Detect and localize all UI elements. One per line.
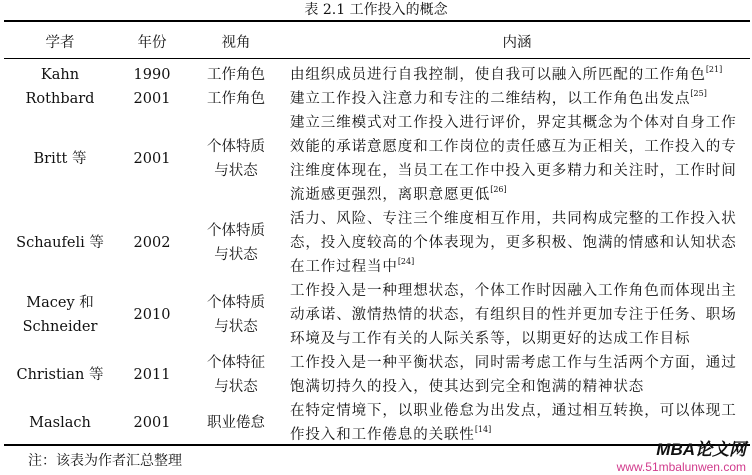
view-cell (188, 87, 284, 111)
concept-table (4, 22, 750, 447)
view-cell-line: 个体特质 (207, 295, 265, 311)
author-cell-line: Schneider (22, 319, 98, 335)
header-meaning: 内涵 (502, 34, 532, 51)
meaning-cell-line: 态，投入度较高的个体表现为，更多积极、饱满的情感和认知状态 (290, 235, 737, 251)
header-view: 视角 (221, 34, 251, 51)
view-cell-line: 工作角色 (207, 91, 265, 107)
table-note: 注：该表为作者汇总整理 (28, 453, 182, 469)
watermark-url: www.51mbalunwen.com (616, 460, 746, 474)
view-cell-line: 与状态 (214, 379, 258, 395)
year-cell: 2002 (133, 235, 171, 251)
view-cell (188, 111, 284, 207)
table-title: 表 2.1 工作投入的概念 (304, 2, 448, 18)
view-cell (188, 279, 284, 351)
citation-ref: [21] (705, 65, 723, 74)
table-row (4, 351, 750, 399)
meaning-cell-line: 注维度体现在，当员工在工作中投入更多精力和关注时，工作时间 (290, 163, 737, 179)
meaning-cell-line: 在工作过程当中[24] (290, 257, 415, 275)
view-cell (188, 207, 284, 279)
view-cell-line: 个体特质 (207, 223, 265, 239)
author-cell (4, 399, 116, 447)
header-row (4, 22, 750, 60)
view-cell (188, 399, 284, 447)
view-cell-line: 与状态 (214, 247, 258, 263)
year-cell: 1990 (133, 67, 171, 83)
meaning-cell-line: 环境及与工作有关的人际关系等，以期更好的达成工作目标 (290, 331, 691, 347)
table-row (4, 63, 750, 87)
view-cell-line: 职业倦怠 (207, 415, 265, 431)
meaning-cell-line: 由组织成员进行自我控制，使自我可以融入所匹配的工作角色[21] (290, 65, 723, 83)
author-cell-line: Britt 等 (33, 151, 87, 167)
meaning-cell (284, 63, 750, 87)
citation-ref: [24] (397, 257, 415, 266)
author-cell-line: Kahn (40, 67, 80, 83)
meaning-cell (284, 279, 750, 351)
table-row (4, 399, 750, 447)
meaning-cell-line: 工作投入是一种理想状态，个体工作时因融入工作角色而体现出主 (290, 283, 737, 299)
meaning-cell (284, 207, 750, 279)
header-author: 学者 (45, 34, 75, 51)
view-cell (188, 63, 284, 87)
meaning-cell (284, 87, 750, 111)
meaning-cell-line: 饱满切持久的投入，使其达到完全和饱满的精神状态 (290, 379, 645, 395)
author-cell (4, 207, 116, 279)
author-cell-line: Rothbard (25, 91, 95, 107)
citation-ref: [26] (490, 185, 507, 194)
author-cell-line: Christian 等 (16, 367, 104, 383)
meaning-cell-line: 工作投入是一种平衡状态，同时需考虑工作与生活两个方面，通过 (290, 355, 737, 371)
view-cell-line: 个体特质 (207, 139, 265, 155)
year-cell: 2001 (133, 91, 171, 107)
author-cell (4, 279, 116, 351)
meaning-cell (284, 351, 750, 399)
year-cell: 2010 (133, 307, 171, 323)
meaning-cell-line: 活力、风险、专注三个维度相互作用，共同构成完整的工作投入状 (290, 211, 737, 227)
meaning-cell (284, 111, 750, 207)
view-cell (188, 351, 284, 399)
table-row (4, 279, 750, 351)
meaning-cell-line: 动承诺、激情热情的状态，有组织目的性并更加专注于任务、职场 (290, 307, 737, 323)
header-year: 年份 (137, 34, 167, 51)
year-cell: 2001 (133, 415, 171, 431)
meaning-cell-line: 流逝感更强烈，离职意愿更低[26] (290, 185, 507, 203)
view-cell-line: 与状态 (214, 319, 258, 335)
author-cell (4, 111, 116, 207)
meaning-cell-line: 效能的承诺意愿度和工作岗位的责任感互为正相关，工作投入的专 (290, 139, 737, 155)
year-cell: 2001 (133, 151, 171, 167)
table-row (4, 87, 750, 111)
year-cell: 2011 (133, 367, 171, 383)
table-row (4, 111, 750, 207)
view-cell-line: 工作角色 (207, 67, 265, 83)
table-row (4, 207, 750, 279)
author-cell-line: Maslach (29, 415, 91, 431)
citation-ref: [25] (690, 89, 707, 98)
citation-ref: [14] (474, 425, 492, 434)
meaning-cell-line: 建立三维模式对工作投入进行评价，界定其概念为个体对自身工作 (290, 115, 737, 131)
meaning-cell-line: 作投入和工作倦息的关联性[14] (290, 425, 492, 443)
watermark-brand: MBA论文网 (656, 440, 746, 459)
author-cell (4, 87, 116, 111)
author-cell-line: Schaufeli 等 (16, 235, 104, 251)
meaning-cell-line: 在特定情境下，以职业倦怠为出发点，通过相互转换，可以体现工 (290, 403, 737, 419)
author-cell-line: Macey 和 (26, 295, 94, 311)
view-cell-line: 个体特征 (207, 355, 265, 371)
meaning-cell-line: 建立工作投入注意力和专注的二维结构，以工作角色出发点[25] (290, 89, 707, 107)
view-cell-line: 与状态 (214, 163, 258, 179)
author-cell (4, 63, 116, 87)
author-cell (4, 351, 116, 399)
